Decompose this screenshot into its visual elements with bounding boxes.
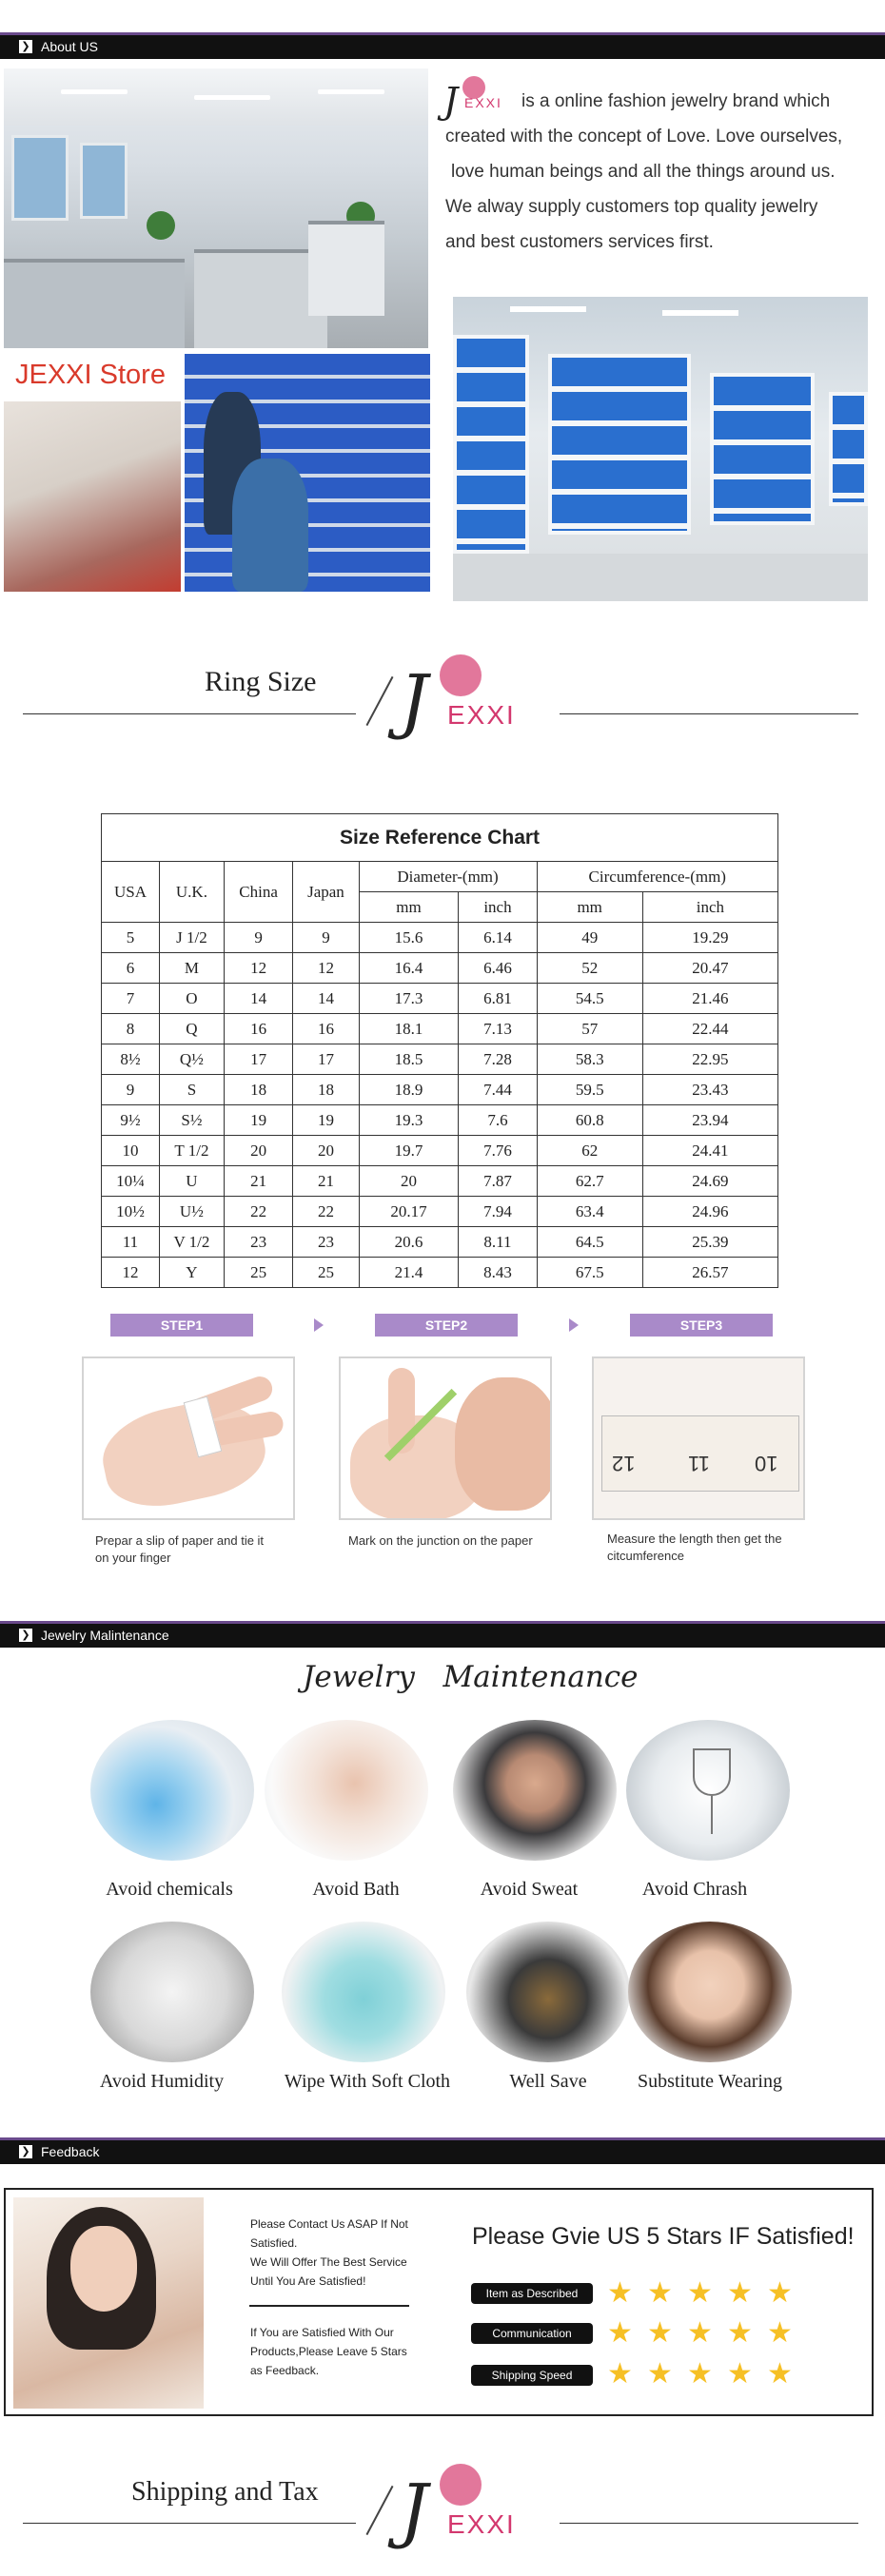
table-cell: 9½ xyxy=(102,1105,160,1136)
step2-caption: Mark on the junction on the paper xyxy=(348,1533,533,1548)
table-cell: 22 xyxy=(224,1197,292,1227)
table-row xyxy=(102,1166,778,1197)
table-cell: 18.5 xyxy=(359,1044,459,1075)
stars-shipping-speed xyxy=(607,2360,836,2389)
star-icon: ★ xyxy=(767,2317,793,2349)
table-cell: 12 xyxy=(224,953,292,984)
table-cell: 9 xyxy=(293,923,359,953)
table-cell: 14 xyxy=(293,984,359,1014)
table-row xyxy=(102,1044,778,1075)
table-cell: 10 xyxy=(102,1136,160,1166)
label-well-save: Well Save xyxy=(509,2071,587,2092)
table-cell: 7.87 xyxy=(459,1166,537,1197)
table-cell: 5 xyxy=(102,923,160,953)
table-cell: 7.44 xyxy=(459,1075,537,1105)
stars-communication xyxy=(607,2319,836,2348)
table-cell: 7.13 xyxy=(459,1014,537,1044)
table-cell: 7.6 xyxy=(459,1105,537,1136)
label-avoid-chemicals: Avoid chemicals xyxy=(106,1879,233,1900)
table-cell: 59.5 xyxy=(537,1075,642,1105)
table-cell: 20 xyxy=(293,1136,359,1166)
table-cell: 23 xyxy=(224,1227,292,1258)
step3-caption: Measure the length then get the citcumference xyxy=(607,1532,782,1563)
table-cell: 16 xyxy=(293,1014,359,1044)
table-row xyxy=(102,1105,778,1136)
feedback-bar xyxy=(0,2137,885,2164)
table-cell: 26.57 xyxy=(642,1258,777,1288)
brand-logo-footer: J EXXI xyxy=(400,2462,542,2557)
label-avoid-sweat: Avoid Sweat xyxy=(480,1879,579,1900)
table-cell: 64.5 xyxy=(537,1227,642,1258)
star-icon: ★ xyxy=(647,2277,673,2309)
table-cell: 20.17 xyxy=(359,1197,459,1227)
table-cell: 20 xyxy=(359,1166,459,1197)
table-cell: 17 xyxy=(293,1044,359,1075)
brand-logo: J EXXI xyxy=(400,653,542,748)
star-icon: ★ xyxy=(687,2358,713,2390)
table-cell: 63.4 xyxy=(537,1197,642,1227)
table-cell: 7.76 xyxy=(459,1136,537,1166)
table-cell: 8 xyxy=(102,1014,160,1044)
table-cell: Q xyxy=(160,1014,225,1044)
feedback-rule xyxy=(249,2305,409,2307)
table-cell: 21.46 xyxy=(642,984,777,1014)
rating-communication: Communication xyxy=(471,2323,593,2344)
table-cell: 62 xyxy=(537,1136,642,1166)
table-cell: 7 xyxy=(102,984,160,1014)
table-cell: 12 xyxy=(102,1258,160,1288)
col-diameter-mm: mm xyxy=(359,892,459,923)
table-cell: 22 xyxy=(293,1197,359,1227)
avoid-humidity-image xyxy=(90,1922,254,2062)
table-cell: 24.69 xyxy=(642,1166,777,1197)
star-icon: ★ xyxy=(607,2317,633,2349)
table-cell: 8½ xyxy=(102,1044,160,1075)
well-save-image xyxy=(466,1922,630,2062)
table-cell: 6.14 xyxy=(459,923,537,953)
about-text xyxy=(445,84,885,260)
feedback-contact-text: Please Contact Us ASAP If Not Satisfied. We Will Offer The Best Service Until You Are Satisfied! xyxy=(250,2217,408,2288)
table-cell: 23.94 xyxy=(642,1105,777,1136)
table-row xyxy=(102,923,778,953)
table-cell: Q½ xyxy=(160,1044,225,1075)
rating-shipping-speed: Shipping Speed xyxy=(471,2365,593,2386)
table-row xyxy=(102,1258,778,1288)
table-cell: 15.6 xyxy=(359,923,459,953)
maintenance-title: Jewelry Maintenance xyxy=(303,1660,639,1694)
avoid-sweat-image xyxy=(453,1720,617,1861)
table-cell: 6.81 xyxy=(459,984,537,1014)
table-cell: 11 xyxy=(102,1227,160,1258)
star-icon: ★ xyxy=(687,2277,713,2309)
chevron-right-icon: ❯ xyxy=(19,2145,32,2158)
table-cell: 18.9 xyxy=(359,1075,459,1105)
avoid-bath-image xyxy=(265,1720,428,1861)
store-label: JEXXI Store xyxy=(15,360,166,390)
table-cell: 21 xyxy=(293,1166,359,1197)
table-row xyxy=(102,984,778,1014)
table-cell: 24.41 xyxy=(642,1136,777,1166)
label-substitute-wearing: Substitute Wearing xyxy=(638,2071,782,2092)
table-row xyxy=(102,1014,778,1044)
chevron-right-icon: ❯ xyxy=(19,1629,32,1642)
table-cell: 10½ xyxy=(102,1197,160,1227)
step1-caption: Prepar a slip of paper and tie it on your finger xyxy=(95,1533,265,1565)
table-cell: J 1/2 xyxy=(160,923,225,953)
table-cell: 25 xyxy=(224,1258,292,1288)
arrow-right-icon xyxy=(569,1318,579,1332)
size-reference-table xyxy=(101,813,778,1288)
star-icon: ★ xyxy=(647,2358,673,2390)
table-cell: 6 xyxy=(102,953,160,984)
table-cell: 25 xyxy=(293,1258,359,1288)
table-cell: 12 xyxy=(293,953,359,984)
star-icon: ★ xyxy=(727,2277,753,2309)
col-diameter-inch: inch xyxy=(459,892,537,923)
table-cell: 7.28 xyxy=(459,1044,537,1075)
brand-logo-small: J EXXI xyxy=(443,76,520,133)
avoid-chemicals-image xyxy=(90,1720,254,1861)
about-line-3: love human beings and all the things around us. xyxy=(451,162,836,182)
office-photo xyxy=(4,68,428,348)
label-wipe-cloth: Wipe With Soft Cloth xyxy=(284,2071,451,2092)
table-cell: 23 xyxy=(293,1227,359,1258)
table-cell: S½ xyxy=(160,1105,225,1136)
table-cell: 52 xyxy=(537,953,642,984)
table-row xyxy=(102,953,778,984)
label-avoid-bath: Avoid Bath xyxy=(312,1879,400,1900)
table-cell: U xyxy=(160,1166,225,1197)
table-cell: 18 xyxy=(293,1075,359,1105)
col-china: China xyxy=(224,862,292,923)
about-us-bar xyxy=(0,32,885,59)
table-cell: 20 xyxy=(224,1136,292,1166)
about-line-2: created with the concept of Love. Love ourselves, xyxy=(445,127,843,146)
table-cell: 16 xyxy=(224,1014,292,1044)
label-avoid-humidity: Avoid Humidity xyxy=(99,2071,225,2092)
table-cell: 19 xyxy=(293,1105,359,1136)
store-photo xyxy=(4,354,181,592)
ring-size-rule-left xyxy=(23,713,356,714)
table-cell: 8.11 xyxy=(459,1227,537,1258)
table-cell: 24.96 xyxy=(642,1197,777,1227)
about-line-5: and best customers services first. xyxy=(445,232,714,252)
shipping-rule-left xyxy=(23,2523,356,2524)
table-cell: 14 xyxy=(224,984,292,1014)
table-cell: 60.8 xyxy=(537,1105,642,1136)
about-line-4: We alway supply customers top quality jewelry xyxy=(445,197,818,217)
star-icon: ★ xyxy=(727,2358,753,2390)
table-cell: O xyxy=(160,984,225,1014)
table-row xyxy=(102,1136,778,1166)
table-cell: 6.46 xyxy=(459,953,537,984)
label-avoid-crash: Avoid Chrash xyxy=(641,1879,748,1900)
col-diameter: Diameter-(mm) xyxy=(359,862,537,892)
table-cell: 25.39 xyxy=(642,1227,777,1258)
table-cell: 19 xyxy=(224,1105,292,1136)
about-line-1: is a online fashion jewelry brand which xyxy=(521,91,831,111)
table-cell: 67.5 xyxy=(537,1258,642,1288)
table-cell: 23.43 xyxy=(642,1075,777,1105)
table-cell: 17.3 xyxy=(359,984,459,1014)
col-circumference: Circumference-(mm) xyxy=(537,862,777,892)
wipe-cloth-image xyxy=(282,1922,445,2062)
step2-label: STEP2 xyxy=(375,1314,518,1337)
ring-size-heading: Ring Size xyxy=(205,666,317,697)
arrow-right-icon xyxy=(314,1318,324,1332)
table-cell: 9 xyxy=(224,923,292,953)
table-cell: 10¼ xyxy=(102,1166,160,1197)
step3-image xyxy=(592,1356,805,1520)
table-cell: 19.29 xyxy=(642,923,777,953)
ring-size-rule-right xyxy=(560,713,858,714)
col-japan: Japan xyxy=(293,862,359,923)
table-row xyxy=(102,1197,778,1227)
table-cell: Y xyxy=(160,1258,225,1288)
table-cell: U½ xyxy=(160,1197,225,1227)
table-cell: 9 xyxy=(102,1075,160,1105)
col-usa: USA xyxy=(102,862,160,923)
table-cell: 57 xyxy=(537,1014,642,1044)
table-cell: 58.3 xyxy=(537,1044,642,1075)
about-us-title: About US xyxy=(41,39,98,54)
star-icon: ★ xyxy=(647,2317,673,2349)
table-cell: 18.1 xyxy=(359,1014,459,1044)
stars-item-as-described xyxy=(607,2279,836,2308)
star-icon: ★ xyxy=(607,2358,633,2390)
feedback-bar-title: Feedback xyxy=(41,2144,100,2159)
step1-image xyxy=(82,1356,295,1520)
shipping-rule-right xyxy=(560,2523,858,2524)
rating-item-as-described: Item as Described xyxy=(471,2283,593,2304)
table-row xyxy=(102,1227,778,1258)
table-cell: 7.94 xyxy=(459,1197,537,1227)
table-cell: T 1/2 xyxy=(160,1136,225,1166)
table-cell: 21 xyxy=(224,1166,292,1197)
table-cell: 17 xyxy=(224,1044,292,1075)
star-icon: ★ xyxy=(687,2317,713,2349)
table-cell: 19.7 xyxy=(359,1136,459,1166)
table-cell: 49 xyxy=(537,923,642,953)
table-cell: 20.47 xyxy=(642,953,777,984)
shipping-heading: Shipping and Tax xyxy=(131,2477,319,2507)
star-icon: ★ xyxy=(767,2358,793,2390)
warehouse-photo xyxy=(453,297,868,601)
table-cell: 16.4 xyxy=(359,953,459,984)
star-icon: ★ xyxy=(767,2277,793,2309)
table-cell: 54.5 xyxy=(537,984,642,1014)
substitute-wearing-image xyxy=(628,1922,792,2062)
step3-label: STEP3 xyxy=(630,1314,773,1337)
divider-slash xyxy=(366,676,394,726)
table-cell: 19.3 xyxy=(359,1105,459,1136)
feedback-satisfied-text: If You are Satisfied With Our Products,Please Leave 5 Stars as Feedback. xyxy=(250,2326,407,2377)
table-cell: 62.7 xyxy=(537,1166,642,1197)
staff-photo xyxy=(185,354,430,592)
table-cell: 20.6 xyxy=(359,1227,459,1258)
feedback-title: Please Gvie US 5 Stars IF Satisfied! xyxy=(472,2223,855,2250)
avoid-crash-image xyxy=(626,1720,790,1861)
maintenance-bar-title: Jewelry Malintenance xyxy=(41,1628,169,1643)
star-icon: ★ xyxy=(727,2317,753,2349)
table-cell: 22.44 xyxy=(642,1014,777,1044)
table-row xyxy=(102,1075,778,1105)
col-circ-mm: mm xyxy=(537,892,642,923)
col-uk: U.K. xyxy=(160,862,225,923)
feedback-model-photo xyxy=(13,2197,204,2409)
table-cell: 8.43 xyxy=(459,1258,537,1288)
chevron-right-icon: ❯ xyxy=(19,40,32,53)
step2-image xyxy=(339,1356,552,1520)
table-title: Size Reference Chart xyxy=(102,814,778,862)
divider-slash xyxy=(366,2486,394,2535)
table-cell: 18 xyxy=(224,1075,292,1105)
table-cell: M xyxy=(160,953,225,984)
table-cell: V 1/2 xyxy=(160,1227,225,1258)
table-cell: 21.4 xyxy=(359,1258,459,1288)
col-circ-inch: inch xyxy=(642,892,777,923)
maintenance-bar xyxy=(0,1621,885,1648)
star-icon: ★ xyxy=(607,2277,633,2309)
step1-label: STEP1 xyxy=(110,1314,253,1337)
table-cell: 22.95 xyxy=(642,1044,777,1075)
table-cell: S xyxy=(160,1075,225,1105)
ruler: 12 11 10 xyxy=(601,1415,799,1492)
